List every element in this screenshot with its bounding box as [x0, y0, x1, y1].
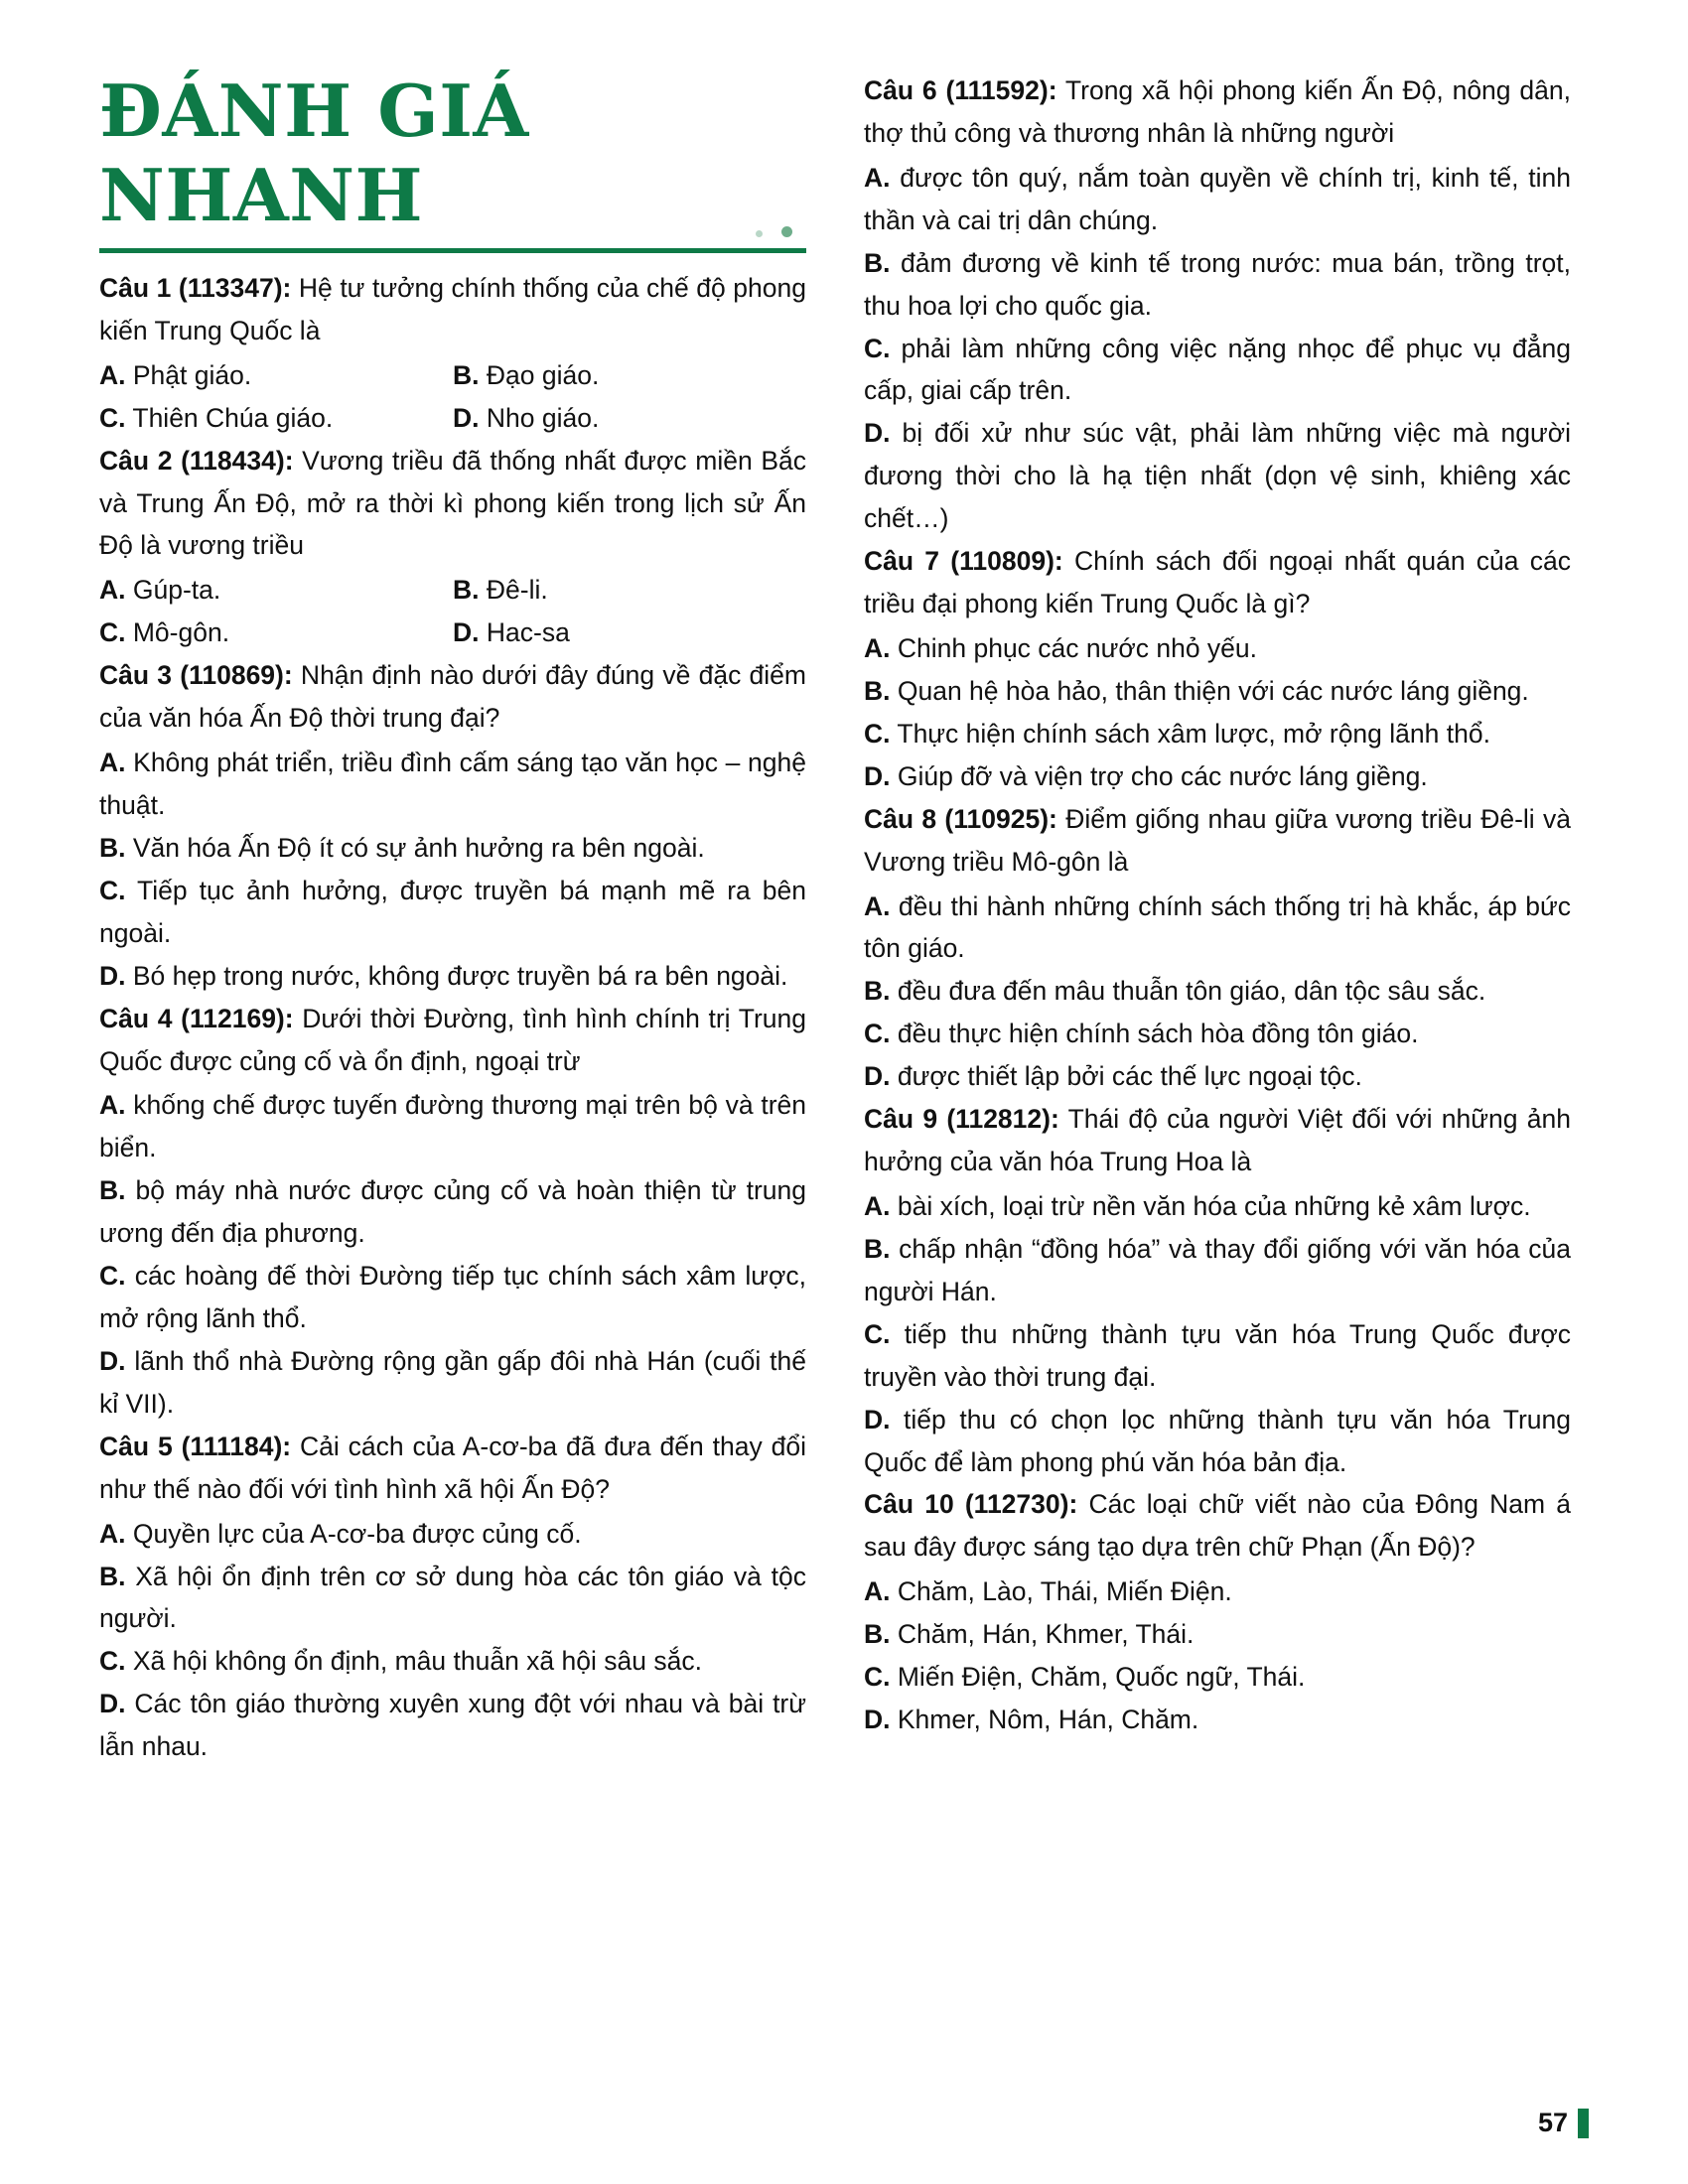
answer-option-text: đều thi hành những chính sách thống trị hà khắc, áp bức tôn giáo.: [864, 890, 1571, 964]
answer-option-text: Quan hệ hòa hảo, thân thiện với các nước láng giềng.: [890, 675, 1529, 706]
answer-option-key: C.: [99, 1261, 126, 1292]
answer-option-key: D.: [864, 1705, 891, 1735]
answer-option-key: B.: [864, 675, 891, 706]
answer-option-text: bị đối xử như súc vật, phải làm những việc mà người đương thời cho là hạ tiện nhất (dọn vệ sinh, khiêng xác chết…): [864, 418, 1571, 534]
answer-option[interactable]: [99, 612, 453, 654]
answer-option-text: Hac-sa: [479, 617, 570, 648]
two-column-layout: [99, 69, 1589, 2055]
dot-large-icon: [781, 226, 792, 237]
question-stem: Cải cách của A-cơ-ba đã đưa đến thay đổi như thế nào đối với tình hình xã hội Ấn Độ?: [99, 1431, 806, 1504]
decorative-dots: [99, 224, 806, 240]
answer-option-key: D.: [453, 402, 480, 433]
question-text: [864, 1098, 1571, 1183]
answer-option[interactable]: [864, 1699, 1571, 1741]
answer-option-key: B.: [453, 575, 480, 606]
answer-option[interactable]: [453, 569, 806, 612]
answer-option[interactable]: [864, 970, 1571, 1013]
answer-option-text: Mô-gôn.: [125, 617, 230, 648]
answer-option[interactable]: [99, 1340, 806, 1426]
left-question-list: [99, 267, 806, 1768]
answer-option-key: A.: [864, 1190, 891, 1221]
left-column: [99, 69, 806, 2055]
answer-option[interactable]: [864, 1313, 1571, 1399]
question-label: Câu 1 (113347):: [99, 272, 292, 303]
answer-option-text: bài xích, loại trừ nền văn hóa của những kẻ xâm lược.: [890, 1190, 1531, 1221]
answer-option-key: D.: [864, 1061, 891, 1092]
section-header: [99, 69, 806, 253]
question-stem: Các loại chữ viết nào của Đông Nam á sau đây được sáng tạo dựa trên chữ Phạn (Ấn Độ)?: [864, 1489, 1571, 1563]
answer-option-text: Miến Điện, Chăm, Quốc ngữ, Thái.: [890, 1662, 1306, 1693]
question-label: Câu 7 (110809):: [864, 546, 1063, 577]
answer-option[interactable]: [864, 1570, 1571, 1613]
answer-option[interactable]: [864, 627, 1571, 670]
answer-option[interactable]: [864, 1228, 1571, 1313]
question-label: Câu 6 (111592):: [864, 75, 1057, 105]
question-stem: Trong xã hội phong kiến Ấn Độ, nông dân, thợ thủ công và thương nhân là những người: [864, 75, 1571, 148]
answer-option-key: D.: [99, 1689, 126, 1719]
answer-option-row: [99, 612, 806, 654]
question-block: [99, 440, 806, 655]
answer-option-text: Tiếp tục ảnh hưởng, được truyền bá mạnh mẽ ra bên ngoài.: [99, 875, 806, 948]
question-label: Câu 5 (111184):: [99, 1431, 292, 1461]
header-divider: [99, 248, 806, 253]
answer-option-text: đều đưa đến mâu thuẫn tôn giáo, dân tộc sâu sắc.: [890, 976, 1486, 1007]
answer-option[interactable]: [864, 412, 1571, 540]
answer-option[interactable]: [99, 955, 806, 998]
question-stem: Chính sách đối ngoại nhất quán của các triều đại phong kiến Trung Quốc là gì?: [864, 546, 1571, 619]
question-text: [864, 1483, 1571, 1569]
answer-option[interactable]: [864, 886, 1571, 971]
answer-option-text: được thiết lập bởi các thế lực ngoại tộc.: [890, 1061, 1362, 1092]
answer-option[interactable]: [99, 397, 453, 440]
answer-option[interactable]: [99, 1169, 806, 1255]
answer-option-text: Chinh phục các nước nhỏ yếu.: [890, 632, 1258, 663]
answer-option-key: B.: [99, 1175, 126, 1206]
answer-option-key: D.: [864, 418, 891, 449]
question-block: [864, 1098, 1571, 1483]
answer-option[interactable]: [864, 670, 1571, 713]
answer-option-key: B.: [864, 247, 891, 278]
answer-option-text: được tôn quý, nắm toàn quyền về chính trị, kinh tế, tinh thần và cai trị dân chúng.: [864, 162, 1571, 235]
answer-option-key: C.: [864, 1318, 891, 1349]
answer-option[interactable]: [99, 569, 453, 612]
answer-option-key: B.: [453, 359, 480, 390]
question-block: [864, 798, 1571, 1098]
answer-option[interactable]: [453, 354, 806, 397]
answer-option-key: C.: [99, 875, 126, 905]
answer-option-key: B.: [99, 832, 126, 863]
answer-option-key: D.: [864, 1404, 891, 1434]
question-text: [864, 798, 1571, 884]
answer-option-key: C.: [99, 617, 126, 648]
answer-option-key: D.: [99, 960, 126, 991]
answer-option-text: bộ máy nhà nước được củng cố và hoàn thiện từ trung ương đến địa phương.: [99, 1175, 806, 1249]
answer-option[interactable]: [864, 328, 1571, 413]
answer-option-text: đảm đương về kinh tế trong nước: mua bán, trồng trọt, thu hoa lợi cho quốc gia.: [864, 247, 1571, 321]
answer-option[interactable]: [99, 1513, 806, 1556]
question-label: Câu 10 (112730):: [864, 1489, 1078, 1520]
answer-option-text: Xã hội ổn định trên cơ sở dung hòa các tôn giáo và tộc người.: [99, 1561, 806, 1634]
answer-option-text: Thiên Chúa giáo.: [125, 402, 334, 433]
answer-option-text: Chăm, Lào, Thái, Miến Điện.: [890, 1576, 1232, 1607]
question-block: [99, 654, 806, 997]
answer-option-text: Văn hóa Ấn Độ ít có sự ảnh hưởng ra bên ngoài.: [125, 832, 705, 863]
answer-option[interactable]: [99, 827, 806, 870]
answer-option[interactable]: [453, 397, 806, 440]
answer-option[interactable]: [99, 1556, 806, 1641]
question-stem: Dưới thời Đường, tình hình chính trị Trung Quốc được củng cố và ổn định, ngoại trừ: [99, 1003, 807, 1076]
page-number-label: 57: [1537, 2108, 1568, 2137]
question-label: Câu 4 (112169):: [99, 1003, 294, 1033]
question-stem: Hệ tư tưởng chính thống của chế độ phong kiến Trung Quốc là: [99, 272, 806, 345]
question-stem: Nhận định nào dưới đây đúng về đặc điểm của văn hóa Ấn Độ thời trung đại?: [99, 660, 806, 734]
answer-option-key: B.: [99, 1561, 126, 1591]
answer-option-key: C.: [864, 1662, 891, 1693]
answer-option-key: C.: [99, 402, 126, 433]
answer-option-text: Đạo giáo.: [479, 359, 600, 390]
answer-option-text: Bó hẹp trong nước, không được truyền bá ra bên ngoài.: [125, 960, 788, 991]
answer-option[interactable]: [99, 1683, 806, 1768]
answer-option-key: A.: [864, 890, 891, 921]
answer-option-text: Chăm, Hán, Khmer, Thái.: [890, 1619, 1195, 1650]
answer-option-text: tiếp thu có chọn lọc những thành tựu văn hóa Trung Quốc để làm phong phú văn hóa bản địa.: [864, 1404, 1571, 1477]
question-stem: Vương triều đã thống nhất được miền Bắc và Trung Ấn Độ, mở ra thời kì phong kiến trong lịch sử Ấn Độ là vương triều: [99, 445, 806, 561]
question-text: [99, 998, 806, 1083]
question-block: [99, 267, 806, 440]
answer-option-key: B.: [864, 976, 891, 1007]
answer-option-text: Phật giáo.: [125, 359, 252, 390]
answer-option[interactable]: [864, 1013, 1571, 1055]
question-text: [864, 69, 1571, 155]
answer-option-text: tiếp thu những thành tựu văn hóa Trung Quốc được truyền vào thời trung đại.: [864, 1318, 1571, 1392]
answer-option-key: A.: [99, 575, 126, 606]
answer-option-key: A.: [99, 359, 126, 390]
answer-option[interactable]: [99, 1255, 806, 1340]
answer-option-text: chấp nhận “đồng hóa” và thay đổi giống với văn hóa của người Hán.: [864, 1233, 1571, 1306]
page-title-line-1: ĐÁNH GIÁ: [99, 68, 529, 153]
answer-option[interactable]: [864, 713, 1571, 755]
answer-option-key: A.: [864, 162, 891, 193]
answer-option-text: Thực hiện chính sách xâm lược, mở rộng lãnh thổ.: [890, 718, 1490, 749]
question-text: [99, 654, 806, 740]
answer-option-key: A.: [99, 1090, 126, 1121]
answer-option-key: A.: [99, 1518, 126, 1549]
answer-option[interactable]: [99, 870, 806, 955]
question-stem: Điểm giống nhau giữa vương triều Đê-li và Vương triều Mô-gôn là: [864, 803, 1571, 877]
question-label: Câu 8 (110925):: [864, 803, 1057, 834]
question-label: Câu 9 (112812):: [864, 1104, 1059, 1135]
answer-option[interactable]: [99, 742, 806, 827]
answer-option-text: phải làm những công việc nặng nhọc để phục vụ đẳng cấp, giai cấp trên.: [864, 333, 1571, 406]
answer-option[interactable]: [864, 1613, 1571, 1656]
right-question-list: [864, 69, 1571, 1741]
answer-option[interactable]: [864, 1656, 1571, 1699]
answer-option-text: Khmer, Nôm, Hán, Chăm.: [890, 1705, 1199, 1735]
page-title: [99, 69, 806, 238]
question-text: [864, 540, 1571, 625]
question-label: Câu 2 (118434):: [99, 445, 294, 476]
answer-option-text: khống chế được tuyến đường thương mại trên bộ và trên biển.: [99, 1090, 806, 1163]
answer-option[interactable]: [864, 755, 1571, 798]
page-footer: [1538, 2108, 1589, 2138]
question-block: [864, 540, 1571, 798]
question-text: [99, 1426, 806, 1511]
answer-option[interactable]: [864, 1185, 1571, 1228]
answer-option-text: lãnh thổ nhà Đường rộng gần gấp đôi nhà Hán (cuối thế kỉ VII).: [99, 1345, 806, 1419]
question-block: [864, 1483, 1571, 1741]
answer-option-text: Giúp đỡ và viện trợ cho các nước láng giềng.: [890, 760, 1428, 791]
answer-option-key: B.: [864, 1619, 891, 1650]
answer-option-key: C.: [864, 333, 891, 363]
page-marker-icon: [1578, 2109, 1589, 2138]
answer-option[interactable]: [453, 612, 806, 654]
answer-option-text: Không phát triển, triều đình cấm sáng tạo văn học – nghệ thuật.: [99, 748, 806, 820]
answer-option[interactable]: [99, 1084, 806, 1169]
answer-option-text: các hoàng đế thời Đường tiếp tục chính sách xâm lược, mở rộng lãnh thổ.: [99, 1261, 806, 1334]
question-block: [864, 69, 1571, 540]
answer-option-text: đều thực hiện chính sách hòa đồng tôn giáo.: [890, 1019, 1419, 1049]
page-title-line-2: NHANH: [99, 152, 424, 237]
answer-option[interactable]: [864, 242, 1571, 328]
dot-small-icon: [756, 230, 763, 237]
answer-option[interactable]: [99, 354, 453, 397]
answer-option-key: D.: [453, 617, 480, 648]
answer-option[interactable]: [864, 1399, 1571, 1484]
answer-option-key: C.: [864, 1019, 891, 1049]
answer-option-text: Đê-li.: [479, 575, 548, 606]
answer-option-key: C.: [99, 1646, 126, 1677]
answer-option-text: Quyền lực của A-cơ-ba được củng cố.: [125, 1518, 582, 1549]
answer-option-text: Xã hội không ổn định, mâu thuẫn xã hội sâu sắc.: [125, 1646, 702, 1677]
answer-option-text: Gúp-ta.: [125, 575, 221, 606]
answer-option[interactable]: [864, 157, 1571, 242]
answer-option-key: D.: [864, 760, 891, 791]
answer-option-key: B.: [864, 1233, 891, 1264]
question-block: [99, 998, 806, 1426]
question-stem: Thái độ của người Việt đối với những ảnh hưởng của văn hóa Trung Hoa là: [864, 1104, 1571, 1177]
right-column: [864, 69, 1571, 2055]
answer-option-text: Nho giáo.: [479, 402, 600, 433]
answer-option-key: D.: [99, 1345, 126, 1376]
answer-option-key: C.: [864, 718, 891, 749]
answer-option-text: Các tôn giáo thường xuyên xung đột với nhau và bài trừ lẫn nhau.: [99, 1689, 806, 1762]
answer-option-key: A.: [99, 748, 126, 778]
answer-option-row: [99, 354, 806, 397]
answer-option[interactable]: [864, 1055, 1571, 1098]
question-label: Câu 3 (110869):: [99, 660, 293, 691]
answer-option-key: A.: [864, 1576, 891, 1607]
question-text: [99, 267, 806, 352]
answer-option-row: [99, 569, 806, 612]
question-text: [99, 440, 806, 568]
answer-option[interactable]: [99, 1640, 806, 1683]
question-block: [99, 1426, 806, 1768]
answer-option-row: [99, 397, 806, 440]
answer-option-key: A.: [864, 632, 891, 663]
